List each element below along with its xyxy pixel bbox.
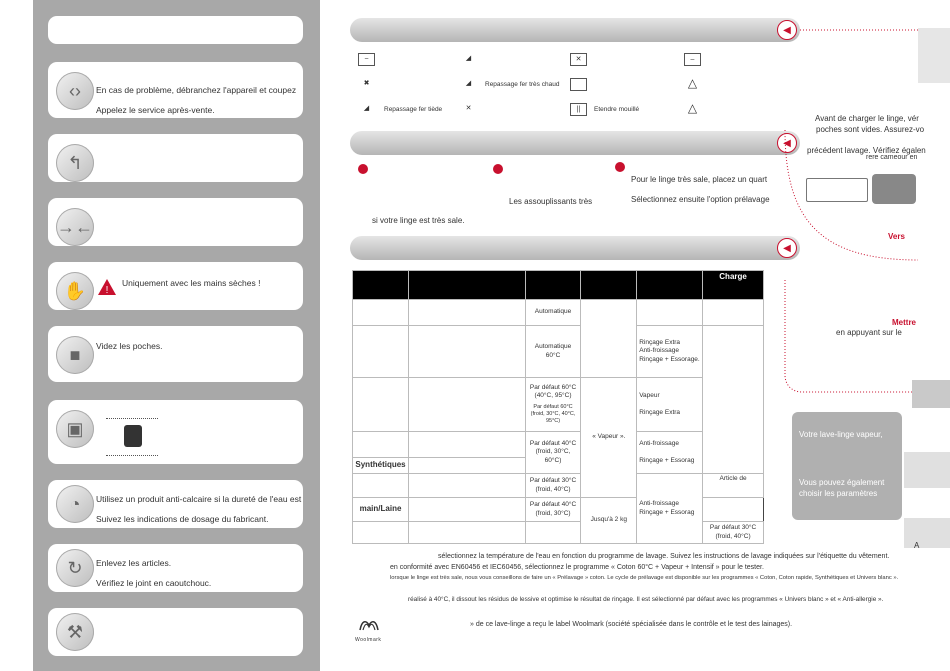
shirt-icon xyxy=(124,425,142,447)
wash-tub-icon: ~ xyxy=(358,53,375,66)
table-cell: Article de xyxy=(703,474,764,498)
table-cell: Anti-froissage Rinçage + Essorag xyxy=(637,474,703,544)
drum-icon xyxy=(872,174,916,204)
card-unplug xyxy=(48,62,303,118)
woolmark-logo xyxy=(358,618,382,638)
card-text: Uniquement avec les mains sèches ! xyxy=(122,278,261,288)
table-header xyxy=(525,271,581,300)
right-text: précédent lavage. Vérifiez égalen xyxy=(807,146,926,155)
flat-dry-icon: – xyxy=(684,53,701,66)
right-text: poches sont vides. Assurez-vo xyxy=(816,125,925,134)
bullet-dot xyxy=(615,162,625,172)
table-header xyxy=(581,271,637,300)
no-iron-icon: ✕ xyxy=(465,105,472,112)
table-row xyxy=(353,432,764,458)
program-table xyxy=(352,270,764,544)
footer-line: » de ce lave-linge a reçu le label Woolmark (société spécialisée dans le contrôle et le test des lainages). xyxy=(470,621,793,628)
woolmark-label: Woolmark xyxy=(355,637,382,643)
card-plug xyxy=(48,198,303,246)
side-block xyxy=(904,518,950,548)
card-tool xyxy=(48,608,303,656)
section-text: Les assouplissants très xyxy=(509,197,593,206)
iron-icon: ◢ xyxy=(363,105,370,112)
bullet-dot xyxy=(358,164,368,174)
grey-tab xyxy=(912,380,950,408)
clothes-icon xyxy=(806,178,868,202)
footer-line: lorsque le linge est très sale, nous vous conseillons de faire un « Prélavage » coton. Le cycle de prélavage est disponible sur les programmes « Coton, Coton rapide, Synthétiques et Univers blanc ». xyxy=(390,575,899,581)
table-cell: Par défaut 60°C (40°C, 95°C) Par défaut 60°C (froid, 30°C, 40°C, 95°C) xyxy=(525,378,581,432)
right-text: Avant de charger le linge, vér xyxy=(815,114,919,123)
card-text: Appelez le service après-vente. xyxy=(96,105,215,115)
dry-icon xyxy=(570,78,587,91)
symbol-label: Repassage fer très chaud xyxy=(485,81,560,88)
info-text: Votre lave-linge vapeur, xyxy=(799,430,883,439)
chevron-left-icon[interactable]: ◀ xyxy=(777,238,797,258)
right-heading: Mettre xyxy=(892,318,917,327)
table-row xyxy=(353,300,764,326)
table-cell: Synthétiques xyxy=(353,458,409,474)
iron-icon: ◢ xyxy=(465,55,472,62)
side-block xyxy=(904,452,950,488)
table-header xyxy=(353,271,409,300)
symbol-label: Etendre mouillé xyxy=(594,106,640,113)
section-text: si votre linge est très sale. xyxy=(372,216,465,225)
table-header-charge: Charge xyxy=(703,271,764,300)
card-text: Enlevez les articles. xyxy=(96,558,172,568)
right-heading: Vers xyxy=(888,232,905,241)
chlorine-bleach-icon: △ xyxy=(687,101,698,115)
table-cell: Par défaut 30°C (froid, 40°C) xyxy=(703,522,764,544)
svg-text:!: ! xyxy=(105,285,109,296)
washer-shirt-icon: ▣ xyxy=(56,410,94,448)
plug-icon: →← xyxy=(56,208,94,246)
chevron-left-icon[interactable]: ◀ xyxy=(777,20,797,40)
table-header xyxy=(637,271,703,300)
tool-icon: ⚒ xyxy=(56,613,94,651)
footer-line: en conformité avec EN60456 et IEC60456, sélectionnez le programme « Coton 60°C + Vapeur + Intensif » pour le tester. xyxy=(390,564,764,571)
section-header-detergent xyxy=(350,131,800,155)
info-box xyxy=(792,412,902,520)
section-header-programs xyxy=(350,236,800,260)
drum-illustration xyxy=(106,418,158,456)
card-text: En cas de problème, débranchez l'appareil et coupez xyxy=(96,85,297,95)
sidebar xyxy=(33,0,320,671)
bleach-icon: △ xyxy=(687,76,698,90)
table-cell: Rinçage Extra Anti-froissage Rinçage + Essorage. xyxy=(637,326,703,378)
right-text: en appuyant sur le xyxy=(836,328,902,337)
card-gasket xyxy=(48,544,303,592)
drip-dry-icon: || xyxy=(570,103,587,116)
iron-hot-icon: ◢ xyxy=(465,80,472,87)
table-header xyxy=(409,271,526,300)
shirt-icon: ■ xyxy=(56,336,94,374)
card-text: Vérifiez le joint en caoutchouc. xyxy=(96,578,212,588)
table-cell: Par défaut 40°C (froid, 30°C, 60°C) xyxy=(525,432,581,474)
no-tumble-dry-icon: ✕ xyxy=(570,53,587,66)
table-row xyxy=(353,522,764,544)
card-tap xyxy=(48,134,303,182)
table-cell: « Vapeur ». xyxy=(581,378,637,498)
laundry-illustration xyxy=(806,170,918,206)
table-row xyxy=(353,378,764,432)
side-image-strip xyxy=(918,28,950,83)
bullet-dot xyxy=(493,164,503,174)
table-row xyxy=(353,326,764,378)
card-text: Suivez les indications de dosage du fabricant. xyxy=(96,514,269,524)
card-shirt xyxy=(48,326,303,382)
card-washer xyxy=(48,400,303,464)
card-hand xyxy=(48,262,303,310)
table-cell: Vapeur Rinçage Extra xyxy=(637,378,703,432)
section-text: Pour le linge très sale, placez un quart xyxy=(631,175,768,184)
info-text: choisir les paramètres xyxy=(799,489,878,498)
table-cell: Automatique xyxy=(525,300,581,326)
footer-line: réalisé à 40°C, il dissout les résidus de lessive et optimise le résultat de rinçage. Il est sélectionné par défaut avec les programmes « Univers blanc » et « Anti-allergie ». xyxy=(408,596,884,603)
right-text: rere cameour en xyxy=(866,154,918,161)
card-text: Utilisez un produit anti-calcaire si la dureté de l'eau est xyxy=(96,494,302,504)
table-cell: main/Laine xyxy=(353,498,409,522)
card-text: Videz les poches. xyxy=(96,341,163,351)
table-cell: Par défaut 30°C (froid, 40°C) xyxy=(525,474,581,498)
card-detergent xyxy=(48,480,303,528)
hand-icon: ✋ xyxy=(56,272,94,310)
section-text: Sélectionnez ensuite l'option prélavage xyxy=(631,195,770,204)
warning-icon xyxy=(97,278,117,296)
info-text: Vous pouvez également xyxy=(799,478,885,487)
footer-line: sélectionnez la température de l'eau en fonction du programme de lavage. Suivez les instructions de lavage indiquées sur l'étiquette du vêtement. xyxy=(438,553,890,560)
table-cell: Automatique 60°C xyxy=(525,326,581,378)
chevron-left-icon[interactable]: ◀ xyxy=(777,133,797,153)
table-cell: Anti-froissage Rinçage + Essorag xyxy=(637,432,703,474)
table-cell: Par défaut 40°C (froid, 30°C) xyxy=(525,498,581,522)
table-row xyxy=(353,474,764,498)
section-header-symbols xyxy=(350,18,800,42)
symbol-label: Repassage fer tiède xyxy=(384,106,443,113)
right-text: A xyxy=(914,541,920,550)
tap-icon: ↰ xyxy=(56,144,94,182)
dotted-connector xyxy=(780,20,920,400)
detergent-icon: ◔ xyxy=(56,485,94,523)
gasket-icon: ↻ xyxy=(56,549,94,587)
no-wash-icon: ✖ xyxy=(363,80,370,87)
table-cell: Jusqu'à 2 kg xyxy=(581,498,637,544)
card-title xyxy=(48,16,303,44)
unplug-icon: ‹› xyxy=(56,72,94,110)
